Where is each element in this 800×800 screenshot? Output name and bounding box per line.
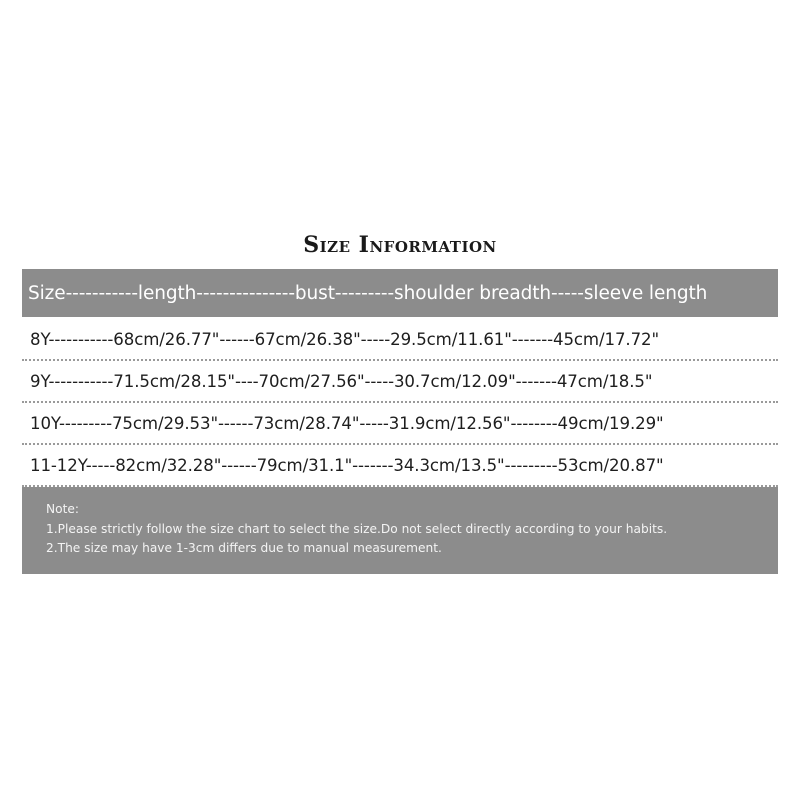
- row-text: 9Y-----------71.5cm/28.15"----70cm/27.56"-----30.7cm/12.09"-------47cm/18.5": [30, 371, 653, 391]
- row-text: 11-12Y-----82cm/32.28"------79cm/31.1"-------34.3cm/13.5"---------53cm/20.87": [30, 455, 664, 475]
- table-row: [22, 445, 778, 487]
- row-text: 10Y---------75cm/29.53"------73cm/28.74"-----31.9cm/12.56"--------49cm/19.29": [30, 413, 664, 433]
- header-label: Size-----------length---------------bust---------shoulder breadth-----sleeve length: [28, 282, 708, 304]
- table-row: [22, 319, 778, 361]
- note-line-2: 2.The size may have 1-3cm differs due to manual measurement.: [46, 541, 442, 555]
- row-text: 8Y-----------68cm/26.77"------67cm/26.38"-----29.5cm/11.61"-------45cm/17.72": [30, 329, 660, 349]
- size-table-header: [22, 269, 778, 317]
- table-row: [22, 403, 778, 445]
- note-heading: Note:: [46, 502, 79, 516]
- note-box: [22, 487, 778, 574]
- table-row: [22, 361, 778, 403]
- note-line-1: 1.Please strictly follow the size chart to select the size.Do not select directly according to your habits.: [46, 521, 668, 536]
- page-title: Size Information: [303, 232, 497, 258]
